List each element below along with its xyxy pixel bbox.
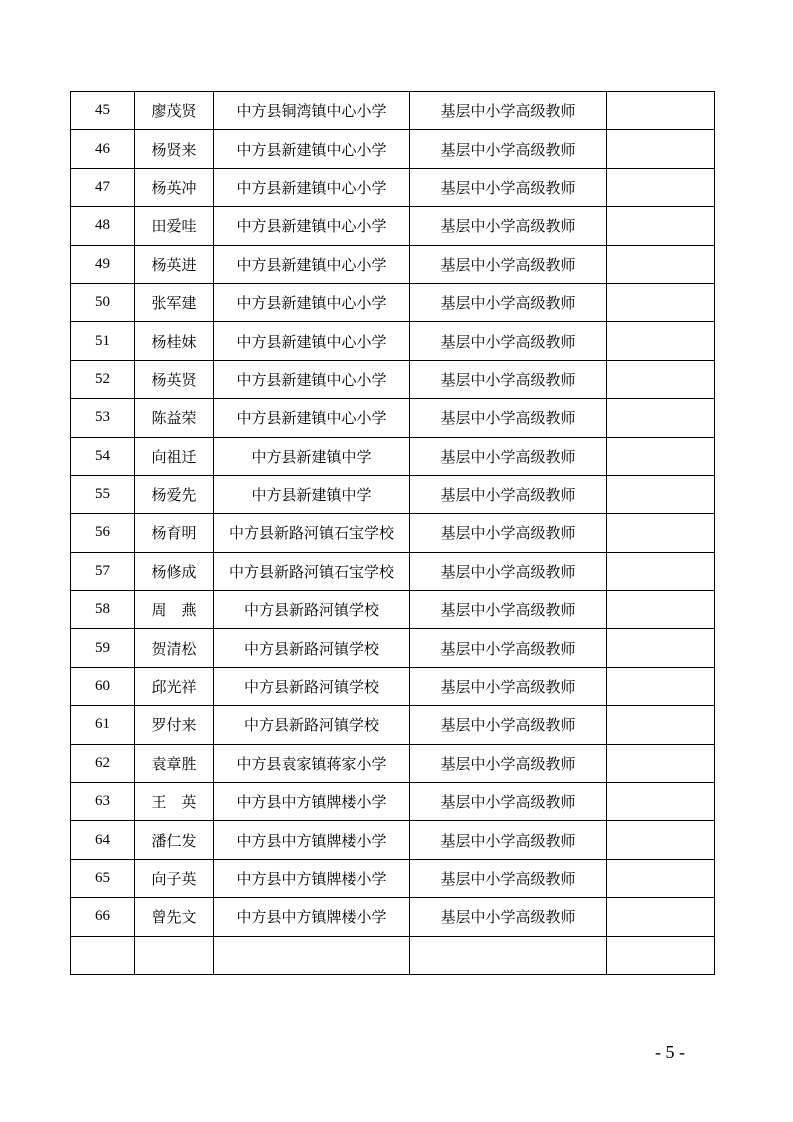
remarks-cell [607, 591, 715, 629]
row-number: 65 [71, 859, 135, 897]
teacher-name: 张军建 [135, 283, 214, 321]
remarks-cell [607, 437, 715, 475]
table-row [71, 859, 715, 897]
professional-title: 基层中小学高级教师 [410, 744, 607, 782]
row-number: 55 [71, 475, 135, 513]
table-row [71, 514, 715, 552]
table-row [71, 744, 715, 782]
row-number: 48 [71, 207, 135, 245]
remarks-cell [607, 744, 715, 782]
teacher-name [135, 936, 214, 974]
teacher-name: 曾先文 [135, 898, 214, 936]
school-name: 中方县中方镇牌楼小学 [214, 783, 410, 821]
table-row [71, 591, 715, 629]
professional-title: 基层中小学高级教师 [410, 859, 607, 897]
teacher-name: 田爱哇 [135, 207, 214, 245]
school-name: 中方县新路河镇石宝学校 [214, 514, 410, 552]
school-name: 中方县新路河镇学校 [214, 591, 410, 629]
school-name: 中方县新路河镇学校 [214, 706, 410, 744]
school-name: 中方县袁家镇蒋家小学 [214, 744, 410, 782]
teacher-name: 罗付来 [135, 706, 214, 744]
teacher-name: 杨英冲 [135, 168, 214, 206]
teacher-name: 杨爱先 [135, 475, 214, 513]
school-name: 中方县新建镇中心小学 [214, 399, 410, 437]
school-name: 中方县新建镇中心小学 [214, 207, 410, 245]
school-name: 中方县新建镇中学 [214, 437, 410, 475]
table-row [71, 936, 715, 974]
remarks-cell [607, 783, 715, 821]
page-number: - 5 - [655, 1042, 685, 1062]
remarks-cell [607, 629, 715, 667]
professional-title: 基层中小学高级教师 [410, 130, 607, 168]
remarks-cell [607, 667, 715, 705]
row-number: 56 [71, 514, 135, 552]
table-row [71, 322, 715, 360]
table-row [71, 437, 715, 475]
table-row [71, 399, 715, 437]
teacher-name: 杨修成 [135, 552, 214, 590]
table-row [71, 783, 715, 821]
remarks-cell [607, 898, 715, 936]
professional-title: 基层中小学高级教师 [410, 437, 607, 475]
row-number: 66 [71, 898, 135, 936]
remarks-cell [607, 552, 715, 590]
teacher-name: 向祖迁 [135, 437, 214, 475]
row-number: 47 [71, 168, 135, 206]
remarks-cell [607, 322, 715, 360]
table-row [71, 629, 715, 667]
remarks-cell [607, 92, 715, 130]
row-number: 49 [71, 245, 135, 283]
row-number: 45 [71, 92, 135, 130]
professional-title: 基层中小学高级教师 [410, 399, 607, 437]
remarks-cell [607, 821, 715, 859]
professional-title: 基层中小学高级教师 [410, 821, 607, 859]
school-name [214, 936, 410, 974]
school-name: 中方县铜湾镇中心小学 [214, 92, 410, 130]
school-name: 中方县新建镇中心小学 [214, 130, 410, 168]
row-number: 63 [71, 783, 135, 821]
school-name: 中方县新路河镇石宝学校 [214, 552, 410, 590]
professional-title: 基层中小学高级教师 [410, 322, 607, 360]
table-row [71, 552, 715, 590]
table-row [71, 898, 715, 936]
school-name: 中方县新建镇中心小学 [214, 360, 410, 398]
remarks-cell [607, 936, 715, 974]
teacher-name: 贺清松 [135, 629, 214, 667]
school-name: 中方县新建镇中心小学 [214, 168, 410, 206]
professional-title: 基层中小学高级教师 [410, 629, 607, 667]
table-row [71, 283, 715, 321]
professional-title: 基层中小学高级教师 [410, 514, 607, 552]
table-row [71, 130, 715, 168]
row-number: 64 [71, 821, 135, 859]
remarks-cell [607, 360, 715, 398]
roster-body [71, 92, 715, 975]
table-row [71, 207, 715, 245]
teacher-name: 周 燕 [135, 591, 214, 629]
professional-title: 基层中小学高级教师 [410, 245, 607, 283]
professional-title: 基层中小学高级教师 [410, 168, 607, 206]
teacher-name: 廖茂贤 [135, 92, 214, 130]
row-number [71, 936, 135, 974]
school-name: 中方县新建镇中心小学 [214, 322, 410, 360]
table-row [71, 92, 715, 130]
row-number: 58 [71, 591, 135, 629]
teacher-name: 杨桂妹 [135, 322, 214, 360]
school-name: 中方县中方镇牌楼小学 [214, 821, 410, 859]
professional-title: 基层中小学高级教师 [410, 783, 607, 821]
table-row [71, 706, 715, 744]
table-row [71, 821, 715, 859]
teacher-name: 向子英 [135, 859, 214, 897]
remarks-cell [607, 859, 715, 897]
professional-title: 基层中小学高级教师 [410, 591, 607, 629]
row-number: 52 [71, 360, 135, 398]
row-number: 53 [71, 399, 135, 437]
teacher-roster-table [70, 91, 715, 975]
remarks-cell [607, 283, 715, 321]
row-number: 57 [71, 552, 135, 590]
school-name: 中方县新建镇中心小学 [214, 283, 410, 321]
professional-title: 基层中小学高级教师 [410, 667, 607, 705]
teacher-name: 陈益荣 [135, 399, 214, 437]
row-number: 46 [71, 130, 135, 168]
professional-title: 基层中小学高级教师 [410, 92, 607, 130]
row-number: 51 [71, 322, 135, 360]
row-number: 60 [71, 667, 135, 705]
row-number: 59 [71, 629, 135, 667]
remarks-cell [607, 245, 715, 283]
professional-title: 基层中小学高级教师 [410, 475, 607, 513]
remarks-cell [607, 168, 715, 206]
school-name: 中方县中方镇牌楼小学 [214, 898, 410, 936]
school-name: 中方县新路河镇学校 [214, 667, 410, 705]
remarks-cell [607, 475, 715, 513]
table-row [71, 360, 715, 398]
row-number: 62 [71, 744, 135, 782]
school-name: 中方县新建镇中心小学 [214, 245, 410, 283]
table-row [71, 168, 715, 206]
teacher-name: 杨英贤 [135, 360, 214, 398]
remarks-cell [607, 130, 715, 168]
table-row [71, 475, 715, 513]
row-number: 54 [71, 437, 135, 475]
professional-title: 基层中小学高级教师 [410, 207, 607, 245]
professional-title: 基层中小学高级教师 [410, 283, 607, 321]
row-number: 50 [71, 283, 135, 321]
teacher-name: 邱光祥 [135, 667, 214, 705]
teacher-name: 杨育明 [135, 514, 214, 552]
table-row [71, 667, 715, 705]
professional-title: 基层中小学高级教师 [410, 898, 607, 936]
teacher-name: 潘仁发 [135, 821, 214, 859]
row-number: 61 [71, 706, 135, 744]
remarks-cell [607, 514, 715, 552]
remarks-cell [607, 706, 715, 744]
teacher-name: 杨英进 [135, 245, 214, 283]
professional-title: 基层中小学高级教师 [410, 360, 607, 398]
teacher-name: 杨贤来 [135, 130, 214, 168]
school-name: 中方县新建镇中学 [214, 475, 410, 513]
table-row [71, 245, 715, 283]
teacher-name: 袁章胜 [135, 744, 214, 782]
remarks-cell [607, 207, 715, 245]
professional-title: 基层中小学高级教师 [410, 706, 607, 744]
remarks-cell [607, 399, 715, 437]
school-name: 中方县中方镇牌楼小学 [214, 859, 410, 897]
professional-title [410, 936, 607, 974]
teacher-name: 王 英 [135, 783, 214, 821]
professional-title: 基层中小学高级教师 [410, 552, 607, 590]
school-name: 中方县新路河镇学校 [214, 629, 410, 667]
